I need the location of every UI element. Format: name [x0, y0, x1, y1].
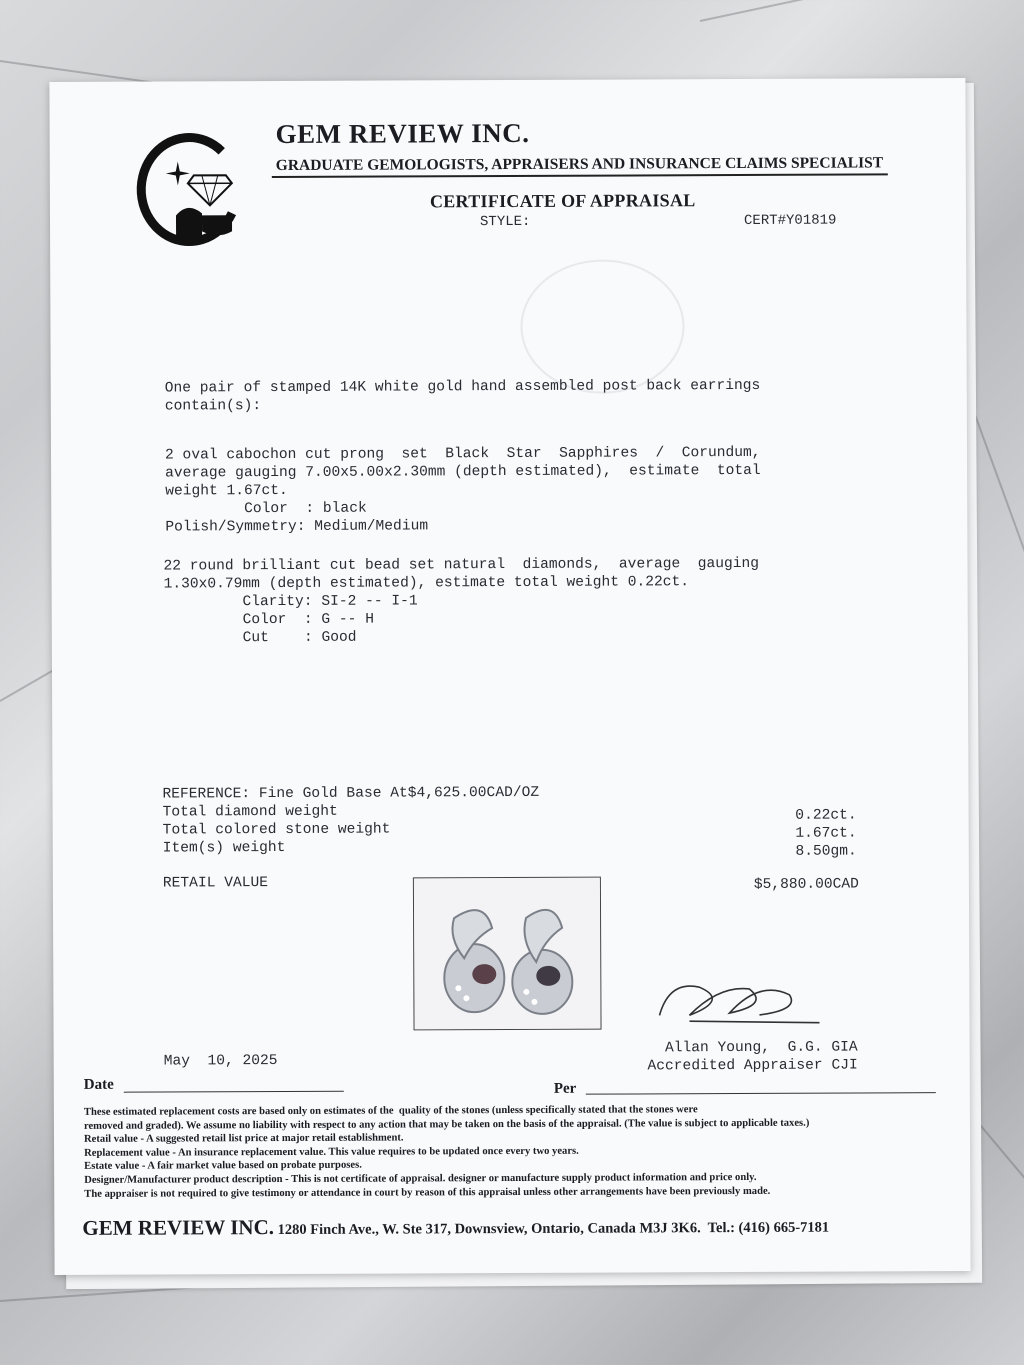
disclaimer-line: The appraiser is not required to give testimony or attendance in court by reason of this appraisal unless other arrangements have been previously made. — [84, 1185, 771, 1200]
text-line: 2 oval cabochon cut prong set Black Star Sapphires / Corundum, — [164, 444, 761, 464]
disclaimer — [84, 1103, 810, 1201]
earrings-illustration — [414, 878, 601, 1030]
text-line: Cut : Good — [163, 629, 357, 647]
appraiser-name: Allan Young, G.G. GIA — [664, 1039, 858, 1057]
watermark-seal — [520, 259, 685, 394]
text-line: Color : black — [165, 500, 367, 518]
text-line: weight 1.67ct. — [165, 482, 288, 500]
footer-company: GEM REVIEW INC. — [82, 1215, 275, 1240]
summary-value: 8.50gm. — [795, 843, 857, 860]
text-line: Polish/Symmetry: Medium/Medium — [165, 518, 429, 536]
date-label: Date — [83, 1076, 114, 1093]
retail-label: RETAIL VALUE — [162, 875, 269, 892]
cert-number: CERT#Y01819 — [743, 212, 837, 229]
disclaimer-line: Estate value - A fair market value based on probate purposes. — [84, 1160, 362, 1173]
text-line: One pair of stamped 14K white gold hand assembled post back earrings — [164, 377, 761, 397]
appraiser-title: Accredited Appraiser CJI — [647, 1057, 858, 1075]
disclaimer-line: removed and graded). We assume no liability with respect to any action that may be taken on the basis of the appraisal. (The value is subject to applicable taxes.) — [83, 1117, 810, 1132]
sapphire-description — [165, 444, 761, 537]
summary-label: Item(s) weight — [162, 839, 286, 857]
company-tagline: GRADUATE GEMOLOGISTS, APPRAISERS AND INSURANCE CLAIMS SPECIALIST — [275, 154, 884, 175]
disclaimer-line: Designer/Manufacturer product description - This is not certificate of appraisal. designer or manufacture supply product information and price only. — [84, 1171, 757, 1186]
text-line: average gauging 7.00x5.00x2.30mm (depth estimated), estimate total — [165, 462, 761, 482]
earrings-photo — [413, 877, 602, 1031]
text-line: 1.30x0.79mm (depth estimated), estimate total weight 0.22ct. — [163, 574, 690, 593]
diamond-description — [163, 555, 759, 648]
footer — [82, 1213, 829, 1241]
summary-label: Total colored stone weight — [162, 821, 391, 839]
disclaimer-line: These estimated replacement costs are based only on estimates of the quality of the stones (unless specifically stated that the stones were — [83, 1104, 698, 1118]
summary-value: 1.67ct. — [795, 825, 857, 842]
style-label: STYLE: — [479, 213, 531, 231]
disclaimer-line: Retail value - A suggested retail list price at major retail establishment. — [83, 1132, 404, 1146]
footer-address: 1280 Finch Ave., W. Ste 317, Downsview, Ontario, Canada M3J 3K6. Tel.: (416) 665-7181 — [273, 1219, 830, 1239]
appraisal-date: May 10, 2025 — [163, 1053, 278, 1070]
gem-review-logo — [136, 131, 247, 249]
per-label: Per — [553, 1080, 577, 1097]
text-line: Clarity: SI-2 -- I-1 — [163, 593, 418, 611]
certificate-document — [49, 78, 970, 1275]
text-line: contain(s): — [164, 398, 262, 415]
company-name: GEM REVIEW INC. — [275, 117, 530, 150]
summary-label: Total diamond weight — [162, 803, 338, 821]
date-line — [124, 1091, 344, 1093]
summary-value: 0.22ct. — [795, 807, 857, 824]
disclaimer-line: Replacement value - An insurance replacement value. This value requires to be updated once every two years. — [84, 1145, 579, 1159]
per-line — [586, 1092, 936, 1095]
appraiser-signature — [649, 975, 839, 1036]
intro-text — [165, 377, 761, 416]
text-line: 22 round brilliant cut bead set natural diamonds, average gauging — [163, 555, 760, 575]
text-line: Color : G -- H — [163, 611, 374, 629]
retail-value: $5,880.00CAD — [753, 876, 859, 893]
certificate-title: CERTIFICATE OF APPRAISAL — [429, 190, 696, 212]
reference-line: REFERENCE: Fine Gold Base At$4,625.00CAD/OZ — [162, 784, 540, 803]
